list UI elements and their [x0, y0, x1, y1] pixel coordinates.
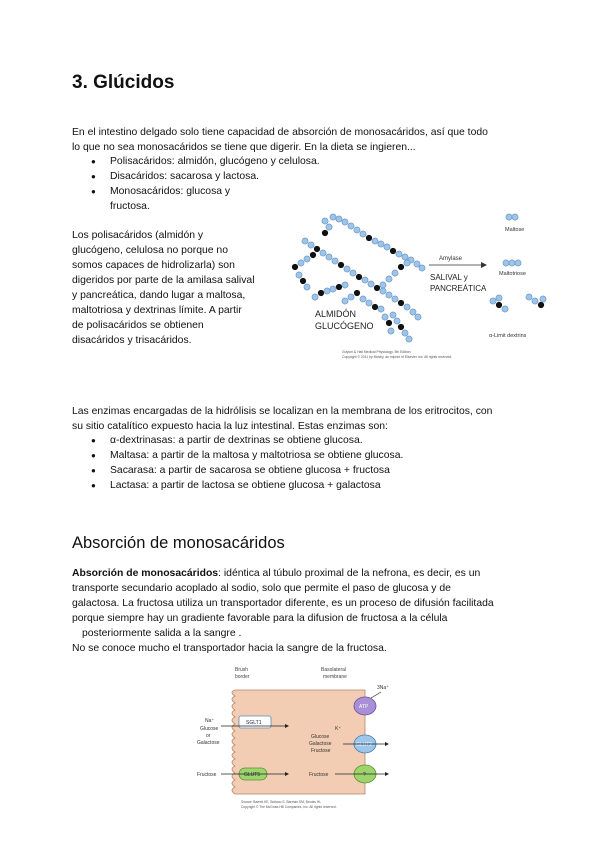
- arrowhead: [481, 262, 487, 268]
- paragraph-line: somos capaces de hidrolizarla) son: [72, 260, 235, 271]
- figure-credit: Source: Barrett KE, Boitano S, Barman SM, Brooks HL: [241, 800, 322, 804]
- label-almidon: ALMIDÓN: [315, 309, 357, 319]
- arrowhead: [385, 742, 389, 746]
- label-fructose-left: Fructose: [197, 772, 217, 778]
- label-salival: SALIVAL y: [430, 273, 468, 282]
- intro-line: lo que no sea monosacáridos se tiene que digerir. En la dieta se ingieren...: [72, 142, 416, 153]
- limit-dextrin-molecules: [490, 294, 546, 312]
- label-fructose-right: Fructose: [309, 772, 329, 778]
- list-item: ● Polisacáridos: almidón, glucógeno y celulosa.: [91, 154, 320, 169]
- paragraph-line: y pancreática, dando lugar a maltosa,: [72, 290, 246, 301]
- arrowhead: [385, 772, 389, 776]
- label-atp: ATP: [359, 704, 369, 710]
- label-q: ?: [363, 772, 366, 778]
- label-border: border: [235, 674, 250, 680]
- label-sglt1: SGLT1: [246, 720, 262, 726]
- bold-lead: Absorción de monosacáridos: [72, 568, 219, 579]
- absorption-title: Absorción de monosacáridos: [72, 534, 285, 552]
- figure-credit: Copyright © The McGraw-Hill Companies, Inc. All rights reserved.: [241, 805, 337, 809]
- paragraph-line: glucógeno, celulosa no porque no: [72, 245, 228, 256]
- section-title: 3. Glúcidos: [72, 72, 175, 93]
- paragraph-text: : idéntica al túbulo proximal de la nefrona, es decir, es un: [218, 568, 481, 579]
- label-glucogeno: GLUCÓGENO: [315, 321, 374, 331]
- paragraph-line: su sitio catalítico expuesto hacia la luz intestinal. Estas enzimas son:: [72, 421, 388, 432]
- na-arrow: [371, 692, 381, 698]
- absorption-figure: [185, 660, 415, 818]
- paragraph-line: posteriormente salida a la sangre .: [82, 628, 242, 639]
- label-basolateral: Basolateral: [321, 667, 347, 673]
- label-galactose: Galactose: [197, 740, 220, 746]
- starch-digestion-figure: [285, 205, 555, 365]
- list-item: ● Lactasa: a partir de lactosa se obtiene glucosa + galactosa: [91, 478, 403, 493]
- maltotriose-molecule: [503, 260, 521, 266]
- list-item-continuation: fructosa.: [110, 201, 150, 212]
- label-glut2: GLUT2: [356, 742, 373, 748]
- label-right-fructose: Fructose: [311, 748, 331, 754]
- enzyme-list: [91, 433, 403, 493]
- intro-line: En el intestino delgado solo tiene capacidad de absorción de monosacáridos, así que todo: [72, 127, 488, 138]
- paragraph-line: de polisacáridos se obtienen: [72, 320, 204, 331]
- label-3na: 3Na⁺: [377, 685, 389, 691]
- label-maltotriose: Maltotriose: [499, 271, 526, 277]
- label-k: K⁺: [335, 726, 341, 732]
- label-dextrins: α-Limit dextrins: [489, 333, 527, 339]
- label-brush: Brush: [235, 667, 249, 673]
- label-na: Na⁺: [205, 718, 215, 724]
- paragraph-line: No se conoce mucho el transportador hacia la sangre de la fructosa.: [72, 643, 387, 654]
- diet-list: [91, 154, 320, 199]
- paragraph-line: digeridos por parte de la amilasa salival: [72, 275, 255, 286]
- list-item: ● Sacarasa: a partir de sacarosa se obtiene glucosa + fructosa: [91, 463, 403, 478]
- intro-paragraph: [72, 125, 488, 155]
- paragraph-line: Los polisacáridos (almidón y: [72, 230, 204, 241]
- figure-credit: Guyton & Hall Medical Physiology, 5th Edition: [342, 350, 411, 354]
- paragraph-line: porque siempre hay un gradiente favorable para la difusion de fructosa a la célula: [72, 613, 448, 624]
- label-membrane: membrane: [323, 674, 347, 680]
- paragraph-line: maltotriosa y dextrinas límite. A partir: [72, 305, 242, 316]
- list-item: ● Disacáridos: sacarosa y lactosa.: [91, 169, 320, 184]
- paragraph-line: galactosa. La fructosa utiliza un transportador diferente, es un proceso de difusión facilitada: [72, 598, 494, 609]
- label-glucose: Glucose: [200, 726, 219, 732]
- list-item: ● Monosacáridos: glucosa y: [91, 184, 320, 199]
- label-or: or: [206, 733, 211, 739]
- paragraph-line: Las enzimas encargadas de la hidrólisis se localizan en la membrana de los eritrocitos, con: [72, 406, 493, 417]
- label-maltose: Maltose: [505, 227, 525, 233]
- label-glut5: GLUT5: [244, 772, 261, 778]
- enzymes-paragraph: [72, 404, 492, 434]
- label-right-glucose: Glucose: [311, 734, 330, 740]
- list-item: ● α-dextrinasas: a partir de dextrinas se obtiene glucosa.: [91, 433, 403, 448]
- absorption-paragraph: [72, 566, 532, 656]
- paragraph-line: disacáridos y trisacáridos.: [72, 335, 192, 346]
- list-item: ● Maltasa: a partir de la maltosa y maltotriosa se obtiene glucosa.: [91, 448, 403, 463]
- label-right-galactose: Galactose: [309, 741, 332, 747]
- label-amylase: Amylase: [439, 256, 463, 262]
- maltose-molecule: [506, 214, 518, 220]
- paragraph-line: transporte secundario acoplado al sodio, solo que permite el paso de glucosa y de: [72, 583, 451, 594]
- polysaccharide-paragraph: [72, 228, 255, 348]
- figure-credit: Copyright © 2011 by Mosby, an imprint of Elsevier Inc. All rights reserved.: [342, 355, 453, 359]
- label-pancreatica: PANCREÁTICA: [430, 284, 487, 293]
